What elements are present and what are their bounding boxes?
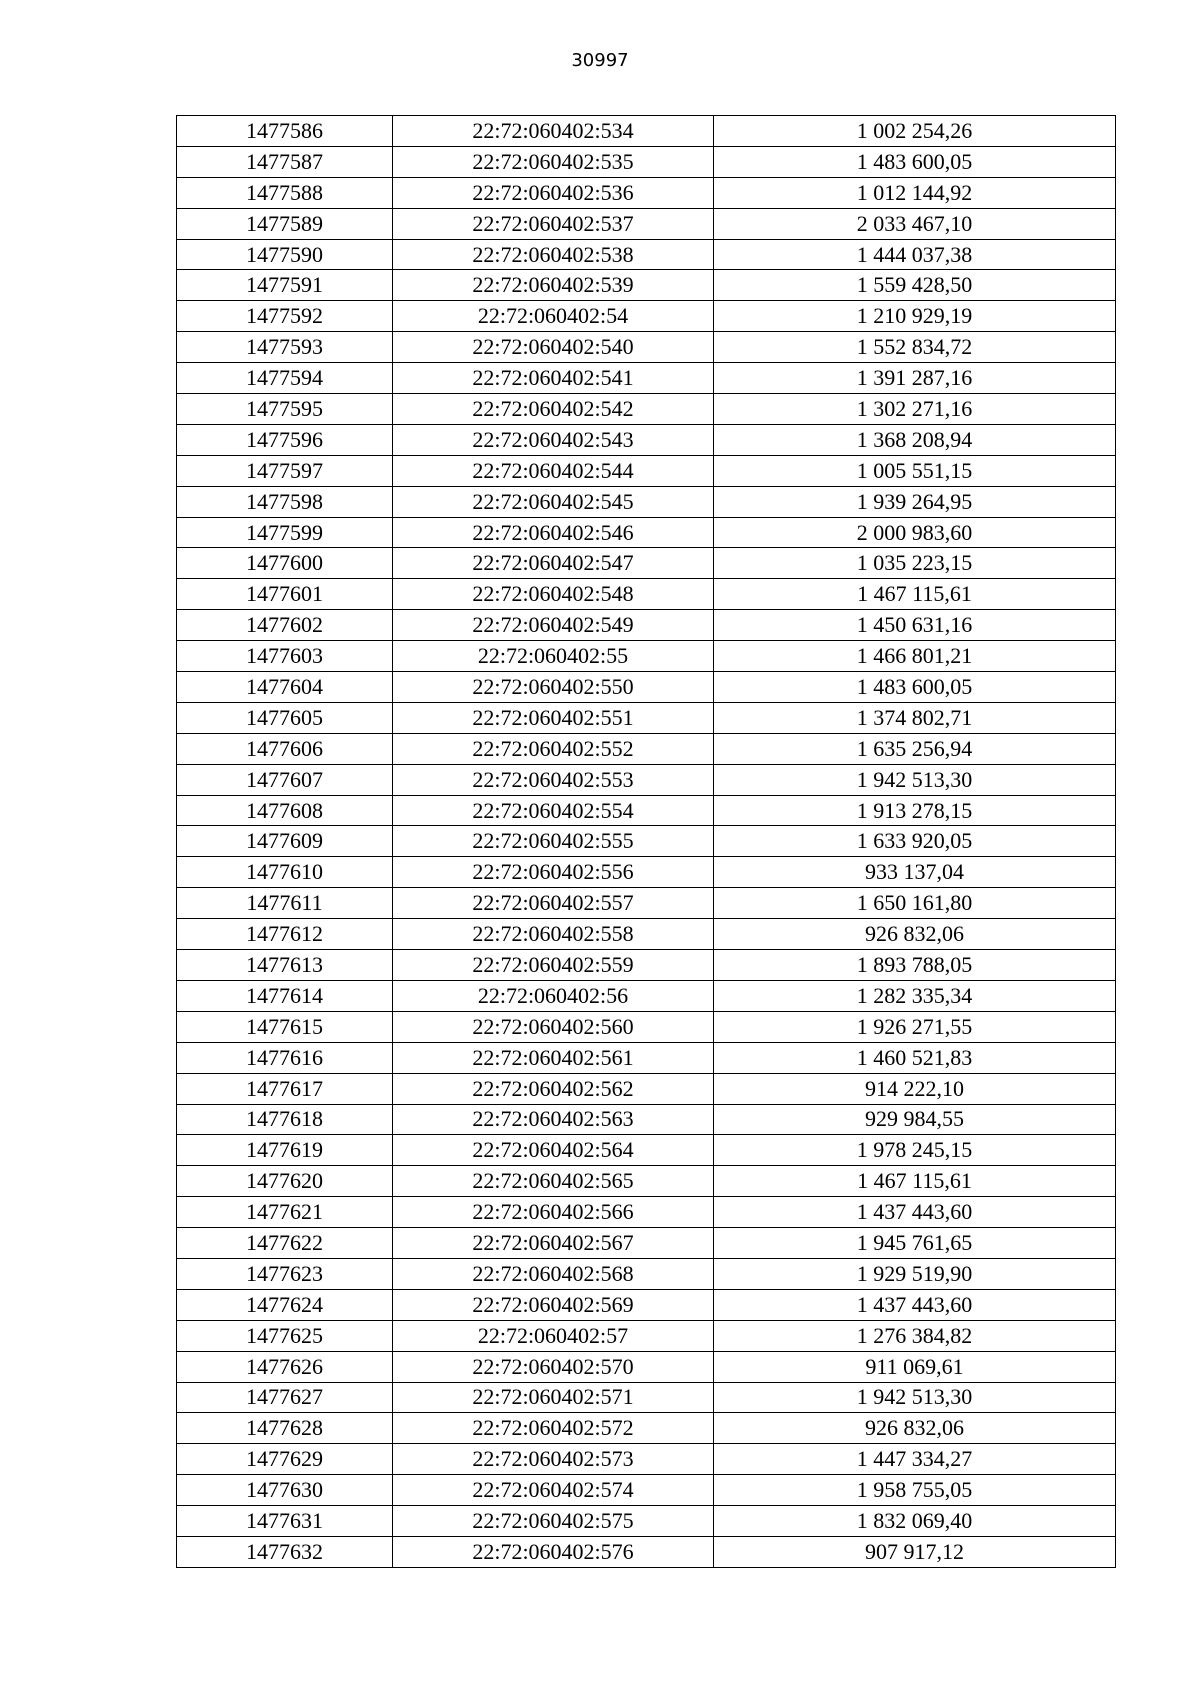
cadastral-number-cell: 22:72:060402:550 <box>393 672 714 703</box>
row-number-cell: 1477623 <box>177 1258 393 1289</box>
table-row <box>177 641 1116 672</box>
row-number-cell: 1477609 <box>177 826 393 857</box>
row-number-cell: 1477611 <box>177 888 393 919</box>
row-number-cell: 1477595 <box>177 394 393 425</box>
row-number-cell: 1477624 <box>177 1289 393 1320</box>
table-row <box>177 1536 1116 1567</box>
row-number-cell: 1477604 <box>177 672 393 703</box>
table-row <box>177 1197 1116 1228</box>
value-cell: 911 069,61 <box>714 1351 1116 1382</box>
value-cell: 1 005 551,15 <box>714 455 1116 486</box>
row-number-cell: 1477622 <box>177 1228 393 1259</box>
cadastral-number-cell: 22:72:060402:572 <box>393 1413 714 1444</box>
value-cell: 1 002 254,26 <box>714 116 1116 147</box>
table-row <box>177 301 1116 332</box>
table-row <box>177 795 1116 826</box>
row-number-cell: 1477621 <box>177 1197 393 1228</box>
row-number-cell: 1477625 <box>177 1320 393 1351</box>
row-number-cell: 1477614 <box>177 980 393 1011</box>
table-row <box>177 919 1116 950</box>
row-number-cell: 1477594 <box>177 363 393 394</box>
row-number-cell: 1477586 <box>177 116 393 147</box>
cadastral-number-cell: 22:72:060402:543 <box>393 424 714 455</box>
value-cell: 1 633 920,05 <box>714 826 1116 857</box>
value-cell: 2 033 467,10 <box>714 208 1116 239</box>
row-number-cell: 1477596 <box>177 424 393 455</box>
table-row <box>177 980 1116 1011</box>
row-number-cell: 1477619 <box>177 1135 393 1166</box>
cadastral-number-cell: 22:72:060402:565 <box>393 1166 714 1197</box>
cadastral-number-cell: 22:72:060402:573 <box>393 1444 714 1475</box>
table-row <box>177 1351 1116 1382</box>
cadastral-number-cell: 22:72:060402:556 <box>393 857 714 888</box>
value-cell: 1 832 069,40 <box>714 1506 1116 1537</box>
table-row <box>177 1073 1116 1104</box>
row-number-cell: 1477632 <box>177 1536 393 1567</box>
cadastral-number-cell: 22:72:060402:557 <box>393 888 714 919</box>
value-cell: 1 450 631,16 <box>714 610 1116 641</box>
row-number-cell: 1477628 <box>177 1413 393 1444</box>
row-number-cell: 1477587 <box>177 146 393 177</box>
row-number-cell: 1477600 <box>177 548 393 579</box>
cadastral-number-cell: 22:72:060402:558 <box>393 919 714 950</box>
value-cell: 1 012 144,92 <box>714 177 1116 208</box>
cadastral-number-cell: 22:72:060402:568 <box>393 1258 714 1289</box>
value-cell: 926 832,06 <box>714 1413 1116 1444</box>
cadastral-number-cell: 22:72:060402:538 <box>393 239 714 270</box>
table-row <box>177 455 1116 486</box>
table-row <box>177 702 1116 733</box>
value-cell: 1 035 223,15 <box>714 548 1116 579</box>
row-number-cell: 1477590 <box>177 239 393 270</box>
value-cell: 1 483 600,05 <box>714 146 1116 177</box>
value-cell: 1 467 115,61 <box>714 1166 1116 1197</box>
row-number-cell: 1477597 <box>177 455 393 486</box>
cadastral-number-cell: 22:72:060402:570 <box>393 1351 714 1382</box>
row-number-cell: 1477605 <box>177 702 393 733</box>
row-number-cell: 1477606 <box>177 733 393 764</box>
value-cell: 1 276 384,82 <box>714 1320 1116 1351</box>
table-row <box>177 394 1116 425</box>
value-cell: 1 282 335,34 <box>714 980 1116 1011</box>
value-cell: 1 893 788,05 <box>714 950 1116 981</box>
row-number-cell: 1477598 <box>177 486 393 517</box>
table-row <box>177 610 1116 641</box>
cadastral-number-cell: 22:72:060402:561 <box>393 1042 714 1073</box>
table-row <box>177 1320 1116 1351</box>
value-cell: 907 917,12 <box>714 1536 1116 1567</box>
value-cell: 926 832,06 <box>714 919 1116 950</box>
row-number-cell: 1477591 <box>177 270 393 301</box>
table-row <box>177 270 1116 301</box>
table-row <box>177 517 1116 548</box>
row-number-cell: 1477608 <box>177 795 393 826</box>
cadastral-number-cell: 22:72:060402:55 <box>393 641 714 672</box>
cadastral-number-cell: 22:72:060402:566 <box>393 1197 714 1228</box>
cadastral-number-cell: 22:72:060402:563 <box>393 1104 714 1135</box>
row-number-cell: 1477599 <box>177 517 393 548</box>
cadastral-number-cell: 22:72:060402:542 <box>393 394 714 425</box>
value-cell: 1 444 037,38 <box>714 239 1116 270</box>
value-cell: 1 447 334,27 <box>714 1444 1116 1475</box>
cadastral-number-cell: 22:72:060402:567 <box>393 1228 714 1259</box>
cadastral-number-cell: 22:72:060402:54 <box>393 301 714 332</box>
table-row <box>177 1258 1116 1289</box>
value-cell: 1 552 834,72 <box>714 332 1116 363</box>
value-cell: 1 210 929,19 <box>714 301 1116 332</box>
row-number-cell: 1477593 <box>177 332 393 363</box>
table-row <box>177 146 1116 177</box>
row-number-cell: 1477588 <box>177 177 393 208</box>
row-number-cell: 1477630 <box>177 1475 393 1506</box>
row-number-cell: 1477589 <box>177 208 393 239</box>
table-row <box>177 733 1116 764</box>
row-number-cell: 1477629 <box>177 1444 393 1475</box>
value-cell: 914 222,10 <box>714 1073 1116 1104</box>
table-row <box>177 486 1116 517</box>
cadastral-number-cell: 22:72:060402:544 <box>393 455 714 486</box>
row-number-cell: 1477620 <box>177 1166 393 1197</box>
cadastral-number-cell: 22:72:060402:551 <box>393 702 714 733</box>
value-cell: 1 467 115,61 <box>714 579 1116 610</box>
value-cell: 1 978 245,15 <box>714 1135 1116 1166</box>
row-number-cell: 1477607 <box>177 764 393 795</box>
value-cell: 1 374 802,71 <box>714 702 1116 733</box>
table-row <box>177 424 1116 455</box>
table-row <box>177 888 1116 919</box>
cadastral-number-cell: 22:72:060402:559 <box>393 950 714 981</box>
cadastral-number-cell: 22:72:060402:537 <box>393 208 714 239</box>
value-cell: 1 368 208,94 <box>714 424 1116 455</box>
value-cell: 1 437 443,60 <box>714 1289 1116 1320</box>
value-cell: 1 942 513,30 <box>714 1382 1116 1413</box>
cadastral-number-cell: 22:72:060402:554 <box>393 795 714 826</box>
cadastral-number-cell: 22:72:060402:534 <box>393 116 714 147</box>
cadastral-number-cell: 22:72:060402:545 <box>393 486 714 517</box>
row-number-cell: 1477602 <box>177 610 393 641</box>
value-cell: 1 559 428,50 <box>714 270 1116 301</box>
table-row <box>177 1444 1116 1475</box>
row-number-cell: 1477610 <box>177 857 393 888</box>
cadastral-number-cell: 22:72:060402:540 <box>393 332 714 363</box>
table-row <box>177 1104 1116 1135</box>
table-row <box>177 950 1116 981</box>
value-cell: 1 635 256,94 <box>714 733 1116 764</box>
row-number-cell: 1477631 <box>177 1506 393 1537</box>
row-number-cell: 1477612 <box>177 919 393 950</box>
value-cell: 1 939 264,95 <box>714 486 1116 517</box>
table-row <box>177 826 1116 857</box>
table-row <box>177 764 1116 795</box>
table-row <box>177 208 1116 239</box>
row-number-cell: 1477613 <box>177 950 393 981</box>
cadastral-number-cell: 22:72:060402:555 <box>393 826 714 857</box>
table-row <box>177 1166 1116 1197</box>
table-row <box>177 1289 1116 1320</box>
row-number-cell: 1477592 <box>177 301 393 332</box>
table-row <box>177 1413 1116 1444</box>
cadastral-number-cell: 22:72:060402:536 <box>393 177 714 208</box>
table-row <box>177 672 1116 703</box>
cadastral-number-cell: 22:72:060402:535 <box>393 146 714 177</box>
table-row <box>177 1506 1116 1537</box>
table-row <box>177 1475 1116 1506</box>
table-row <box>177 116 1116 147</box>
table-row <box>177 1382 1116 1413</box>
table-row <box>177 1011 1116 1042</box>
cadastral-number-cell: 22:72:060402:552 <box>393 733 714 764</box>
cadastral-number-cell: 22:72:060402:547 <box>393 548 714 579</box>
value-cell: 1 926 271,55 <box>714 1011 1116 1042</box>
row-number-cell: 1477615 <box>177 1011 393 1042</box>
value-cell: 1 945 761,65 <box>714 1228 1116 1259</box>
cadastral-number-cell: 22:72:060402:541 <box>393 363 714 394</box>
table-row <box>177 177 1116 208</box>
cadastral-number-cell: 22:72:060402:576 <box>393 1536 714 1567</box>
cadastral-number-cell: 22:72:060402:548 <box>393 579 714 610</box>
value-cell: 1 302 271,16 <box>714 394 1116 425</box>
cadastral-number-cell: 22:72:060402:564 <box>393 1135 714 1166</box>
row-number-cell: 1477618 <box>177 1104 393 1135</box>
table-row <box>177 363 1116 394</box>
value-cell: 1 650 161,80 <box>714 888 1116 919</box>
row-number-cell: 1477617 <box>177 1073 393 1104</box>
cadastral-number-cell: 22:72:060402:546 <box>393 517 714 548</box>
cadastral-number-cell: 22:72:060402:549 <box>393 610 714 641</box>
value-cell: 1 437 443,60 <box>714 1197 1116 1228</box>
page-number: 30997 <box>571 50 629 71</box>
table-row <box>177 579 1116 610</box>
row-number-cell: 1477627 <box>177 1382 393 1413</box>
table-row <box>177 332 1116 363</box>
cadastral-number-cell: 22:72:060402:57 <box>393 1320 714 1351</box>
value-cell: 1 483 600,05 <box>714 672 1116 703</box>
row-number-cell: 1477603 <box>177 641 393 672</box>
value-cell: 933 137,04 <box>714 857 1116 888</box>
value-cell: 1 460 521,83 <box>714 1042 1116 1073</box>
cadastral-number-cell: 22:72:060402:562 <box>393 1073 714 1104</box>
cadastral-number-cell: 22:72:060402:571 <box>393 1382 714 1413</box>
cadastral-number-cell: 22:72:060402:539 <box>393 270 714 301</box>
value-cell: 2 000 983,60 <box>714 517 1116 548</box>
cadastral-number-cell: 22:72:060402:553 <box>393 764 714 795</box>
table-row <box>177 239 1116 270</box>
value-cell: 1 913 278,15 <box>714 795 1116 826</box>
cadastral-number-cell: 22:72:060402:569 <box>393 1289 714 1320</box>
value-cell: 929 984,55 <box>714 1104 1116 1135</box>
cadastral-number-cell: 22:72:060402:574 <box>393 1475 714 1506</box>
table-row <box>177 857 1116 888</box>
cadastral-number-cell: 22:72:060402:560 <box>393 1011 714 1042</box>
table-row <box>177 1042 1116 1073</box>
row-number-cell: 1477626 <box>177 1351 393 1382</box>
table-row <box>177 1135 1116 1166</box>
value-cell: 1 391 287,16 <box>714 363 1116 394</box>
value-cell: 1 942 513,30 <box>714 764 1116 795</box>
value-cell: 1 958 755,05 <box>714 1475 1116 1506</box>
table-body <box>177 116 1116 1568</box>
data-table <box>176 115 1116 1568</box>
cadastral-number-cell: 22:72:060402:575 <box>393 1506 714 1537</box>
row-number-cell: 1477616 <box>177 1042 393 1073</box>
row-number-cell: 1477601 <box>177 579 393 610</box>
cadastral-number-cell: 22:72:060402:56 <box>393 980 714 1011</box>
value-cell: 1 466 801,21 <box>714 641 1116 672</box>
table-row <box>177 1228 1116 1259</box>
value-cell: 1 929 519,90 <box>714 1258 1116 1289</box>
table-row <box>177 548 1116 579</box>
